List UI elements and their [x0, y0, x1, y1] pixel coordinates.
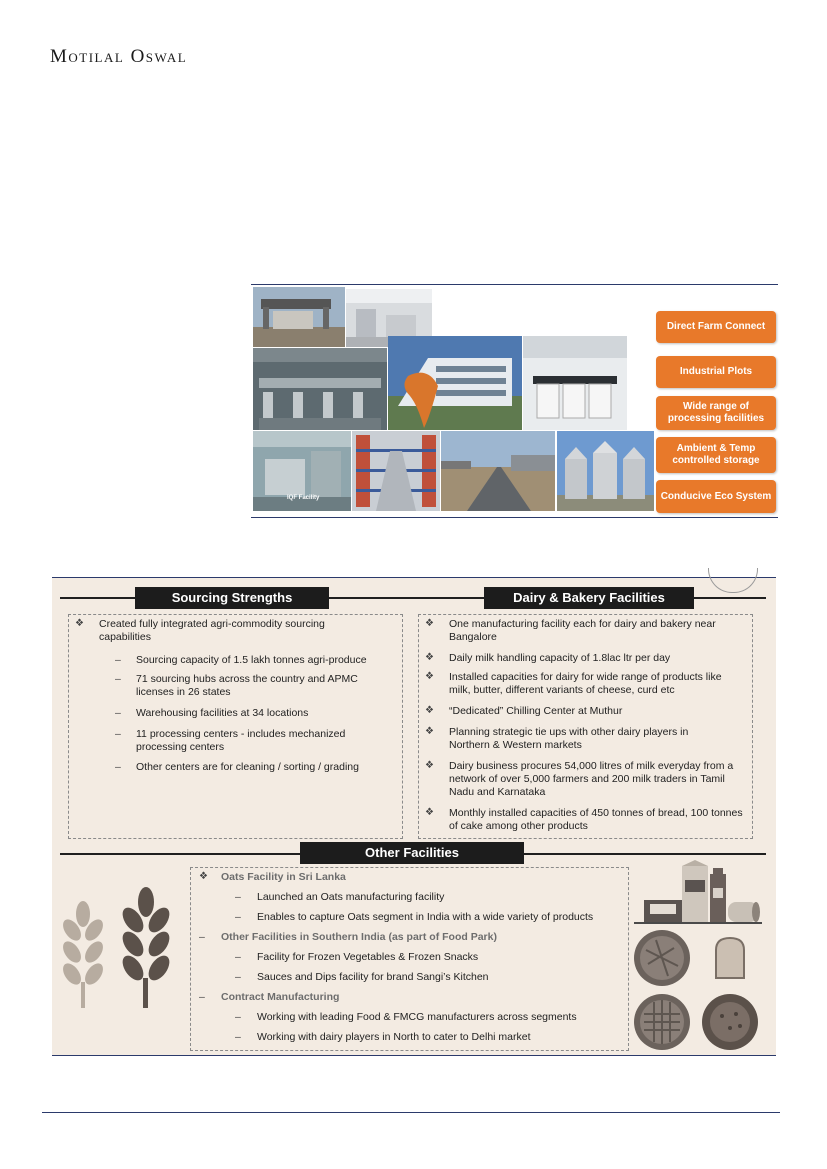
dash-bullet-icon: – — [235, 971, 241, 983]
dairy-item: “Dedicated” Chilling Center at Muthur — [449, 705, 623, 717]
cookie-icon — [702, 994, 758, 1050]
exhibit-top-rule — [251, 284, 778, 285]
dairy-item: One manufacturing facility each for dairy and bakery near Bangalore — [449, 618, 716, 643]
bread-slice-icon — [702, 930, 758, 986]
cold-storage-photo — [352, 431, 440, 511]
diamond-bullet-icon: ❖ — [425, 760, 434, 771]
processing-line-photo — [253, 348, 387, 430]
feature-industrial-plots: Industrial Plots — [656, 356, 776, 388]
iqf-facility-photo — [253, 431, 351, 511]
sourcing-item: Sourcing capacity of 1.5 lakh tonnes agri-produce — [136, 654, 367, 666]
dash-bullet-icon: – — [199, 991, 205, 1003]
dairy-item: Daily milk handling capacity of 1.8lac ltr per day — [449, 652, 671, 664]
dash-bullet-icon: – — [235, 951, 241, 963]
dash-bullet-icon: – — [235, 891, 241, 903]
other-group-item: Sauces and Dips facility for brand Sangi’s Kitchen — [257, 971, 489, 983]
facilities-exhibit — [52, 577, 776, 1056]
dash-bullet-icon: – — [199, 931, 205, 943]
sourcing-item: Other centers are for cleaning / sorting / grading — [136, 761, 359, 773]
diamond-bullet-icon: ❖ — [425, 705, 434, 716]
diamond-bullet-icon: ❖ — [199, 871, 208, 882]
footer-rule — [42, 1112, 780, 1113]
dairy-header: Dairy & Bakery Facilities — [484, 587, 694, 609]
dairy-item: Installed capacities for dairy for wide range of products like milk, butter, different variants of cheese, curd etc — [449, 671, 722, 696]
dash-bullet-icon: – — [235, 911, 241, 923]
other-facilities-header: Other Facilities — [300, 842, 524, 864]
dairy-item: Monthly installed capacities of 450 tonnes of bread, 100 tonnes of cake among other products — [449, 807, 743, 832]
other-group-item: Enables to capture Oats segment in India with a wide variety of products — [257, 911, 594, 923]
storage-silos-photo — [557, 431, 654, 511]
diamond-bullet-icon: ❖ — [425, 618, 434, 629]
exhibit-bottom-rule — [251, 517, 778, 518]
bread-roll-icon — [634, 930, 690, 986]
entrance-gate-photo — [253, 287, 345, 347]
diamond-bullet-icon: ❖ — [425, 807, 434, 818]
laboratory-photo — [523, 336, 627, 430]
dairy-box — [418, 614, 753, 839]
stamp-decoration — [708, 568, 758, 593]
other-group-item: Working with dairy players in North to cater to Delhi market — [257, 1031, 531, 1043]
iqf-facility-label: IQF Facility — [287, 495, 320, 501]
other-group-heading: Contract Manufacturing — [221, 991, 340, 1003]
sourcing-item: 11 processing centers - includes mechanized processing centers — [136, 728, 346, 753]
diamond-bullet-icon: ❖ — [425, 671, 434, 682]
sourcing-header: Sourcing Strengths — [135, 587, 329, 609]
dash-bullet-icon: – — [115, 654, 121, 666]
dash-bullet-icon: – — [115, 728, 121, 740]
diamond-bullet-icon: ❖ — [75, 618, 84, 629]
feature-eco-system: Conducive Eco System — [656, 480, 776, 513]
food-park-exhibit — [251, 284, 778, 518]
dash-bullet-icon: – — [115, 761, 121, 773]
brand-logo: Motilal Oswal — [50, 46, 188, 67]
other-group-item: Launched an Oats manufacturing facility — [257, 891, 445, 903]
dash-bullet-icon: – — [115, 673, 121, 685]
dairy-products-icon — [630, 860, 766, 926]
sourcing-lead: Created fully integrated agri-commodity sourcing capabilities — [99, 618, 325, 643]
other-group-heading: Oats Facility in Sri Lanka — [221, 871, 346, 883]
dash-bullet-icon: – — [235, 1031, 241, 1043]
industrial-plots-photo — [441, 431, 555, 511]
wheat-icon — [56, 886, 172, 1010]
waffle-icon — [634, 994, 690, 1050]
office-building-photo — [388, 336, 522, 430]
diamond-bullet-icon: ❖ — [425, 652, 434, 663]
feature-processing-facilities: Wide range of processing facilities — [656, 396, 776, 430]
sourcing-item: Warehousing facilities at 34 locations — [136, 707, 309, 719]
other-facilities-box — [190, 867, 629, 1051]
feature-storage: Ambient & Temp controlled storage — [656, 437, 776, 473]
dairy-item: Dairy business procures 54,000 litres of milk everyday from a network of over 5,000 farmers and 200 milk traders in Tamil Nadu and Karnataka — [449, 760, 734, 798]
sourcing-box — [68, 614, 403, 839]
feature-direct-farm-connect: Direct Farm Connect — [656, 311, 776, 343]
dash-bullet-icon: – — [235, 1011, 241, 1023]
other-group-heading: Other Facilities in Southern India (as part of Food Park) — [221, 931, 497, 943]
other-group-item: Facility for Frozen Vegetables & Frozen Snacks — [257, 951, 479, 963]
sourcing-item: 71 sourcing hubs across the country and APMC licenses in 26 states — [136, 673, 358, 698]
other-group-item: Working with leading Food & FMCG manufacturers across segments — [257, 1011, 577, 1023]
dash-bullet-icon: – — [115, 707, 121, 719]
dairy-item: Planning strategic tie ups with other dairy players in Northern & Western markets — [449, 726, 689, 751]
diamond-bullet-icon: ❖ — [425, 726, 434, 737]
